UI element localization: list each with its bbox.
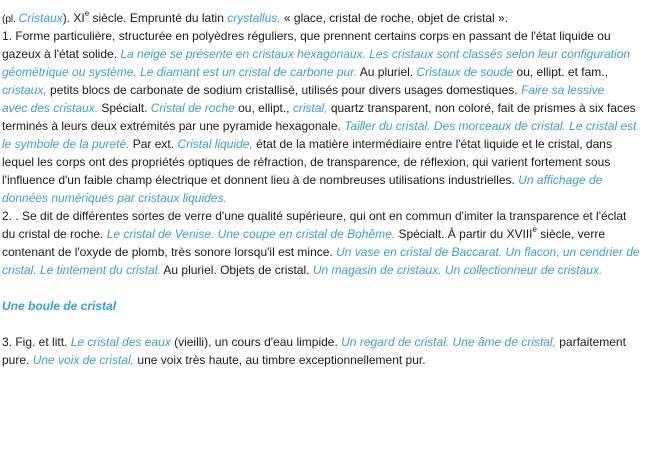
example-text: Cristal de roche	[150, 101, 235, 115]
sense-1-text: Au pluriel.	[357, 65, 417, 79]
example-text: cristaux,	[2, 83, 47, 97]
sense-1-definition: 1. Forme particulière, structurée en polyèdres réguliers, que prennent certains corps en passant de l'état liquide ou	[2, 29, 611, 43]
example-text: cristal,	[292, 101, 328, 115]
plural-link[interactable]: Cristaux	[18, 11, 63, 25]
sense-2-text: Au pluriel. Objets de cristal.	[160, 263, 313, 277]
example-text: Un vase en cristal de Baccarat. Un flacon, un cendrier de	[336, 245, 640, 259]
example-text: Un regard de cristal. Une âme de cristal,	[341, 335, 556, 349]
century-superscript: e	[532, 225, 537, 234]
sense-1-text: gazeux à l'état solide.	[2, 47, 121, 61]
sense-1-text: terminés à leurs deux extrémités par une pyramide hexagonale.	[2, 119, 345, 133]
example-text: géométrique ou système. Le diamant est un cristal de carbone pur.	[2, 65, 358, 79]
sense-1-text: ou, ellipt.,	[234, 101, 293, 115]
plural-prefix: (pl.	[2, 14, 19, 25]
sense-1-line-2	[2, 45, 650, 63]
sense-2-line-3	[2, 243, 650, 261]
latin-word-link[interactable]: crystallus,	[227, 11, 281, 25]
spacer	[2, 315, 650, 333]
sense-1-line-6	[2, 117, 650, 135]
sense-2-line-1	[2, 207, 650, 225]
example-text: Le cristal de Venise. Une coupe en cristal de Bohême.	[106, 227, 396, 241]
sense-1-text: petits blocs de carbonate de sodium cristallisé, utilisés pour divers usages domestiques.	[46, 83, 521, 97]
sense-1-text: ou, ellipt. et fam.,	[513, 65, 608, 79]
sense-2-line-2	[2, 225, 650, 243]
example-text: Cristal liquide,	[177, 137, 253, 151]
sense-1-text: Spécialt.	[98, 101, 151, 115]
etymology-text: siècle. Emprunté du latin	[89, 11, 228, 25]
sense-1-text: l'influence d'un faible champ électrique et donnent lieu à de nombreuses utilisations industrielles.	[2, 173, 519, 187]
example-text: Le cristal des eaux	[70, 335, 171, 349]
example-text: cristal. Le tintement du cristal.	[2, 263, 161, 277]
sense-1-line-10	[2, 189, 650, 207]
sense-2-text: Spécialt. À partir du XVIII	[395, 227, 533, 241]
example-text: Une voix de cristal,	[32, 353, 135, 367]
example-text: données numériques par cristaux liquides.	[2, 191, 227, 205]
sense-2-definition: 2. . Se dit de différentes sortes de verre d'une qualité supérieure, qui ont en commun d'imiter la transparence et l'éclat	[2, 209, 627, 223]
sense-3-line-2	[2, 351, 650, 369]
sense-3-text: 3. Fig. et litt.	[2, 335, 71, 349]
example-text: Un affichage de	[518, 173, 603, 187]
sense-1-line-5	[2, 99, 650, 117]
sense-1-line-9	[2, 171, 650, 189]
century-superscript: e	[84, 9, 90, 18]
sense-2-text: du cristal de roche.	[2, 227, 107, 241]
etymology-line	[2, 9, 650, 27]
example-text: Faire sa lessive	[520, 83, 605, 97]
sense-1-text: quartz transparent, non coloré, fait de prismes à six faces	[327, 101, 636, 115]
sense-3-text: pure.	[2, 353, 33, 367]
subheading: Une boule de cristal	[2, 299, 117, 313]
sense-3-text: une voix très haute, au timbre exceptionnellement pur.	[134, 353, 426, 367]
sense-1-line-4	[2, 81, 650, 99]
sense-3-line-1	[2, 333, 650, 351]
sense-1-line-7	[2, 135, 650, 153]
sense-3-text: parfaitement	[555, 335, 626, 349]
example-text: avec des cristaux.	[2, 101, 99, 115]
etymology-gloss: « glace, cristal de roche, objet de cristal ».	[280, 11, 509, 25]
sense-2-text: siècle, verre	[536, 227, 605, 241]
sense-1-line-3	[2, 63, 650, 81]
spacer	[2, 279, 650, 297]
sense-2-line-4	[2, 261, 650, 279]
sense-1-line-8	[2, 153, 650, 171]
sense-1-text: lequel les corps ont des propriétés optiques de réfraction, de transparence, de réflexion, qui varient fortement sous	[2, 155, 611, 169]
example-text: Tailler du cristal. Des morceaux de cristal. Le cristal est	[344, 119, 637, 133]
subheading-line	[2, 297, 650, 315]
sense-2-text: contenant de l'oxyde de plomb, très sonore lorsqu'il est mince.	[2, 245, 337, 259]
example-text: La neige se présente en cristaux hexagonaux. Les cristaux sont classés selon leur configuration	[120, 47, 631, 61]
sense-1-text: état de la matière intermédiaire entre l'état liquide et le cristal, dans	[252, 137, 612, 151]
sense-3-text: (vieilli), un cours d'eau limpide.	[170, 335, 342, 349]
example-text: Un magasin de cristaux. Un collectionneur de cristaux.	[312, 263, 603, 277]
example-text: Cristaux de soude	[416, 65, 514, 79]
sense-1-text: Par ext.	[129, 137, 178, 151]
century-text: ). XI	[62, 11, 85, 25]
example-text: le symbole de la pureté.	[2, 137, 130, 151]
sense-1-line-1	[2, 27, 650, 45]
